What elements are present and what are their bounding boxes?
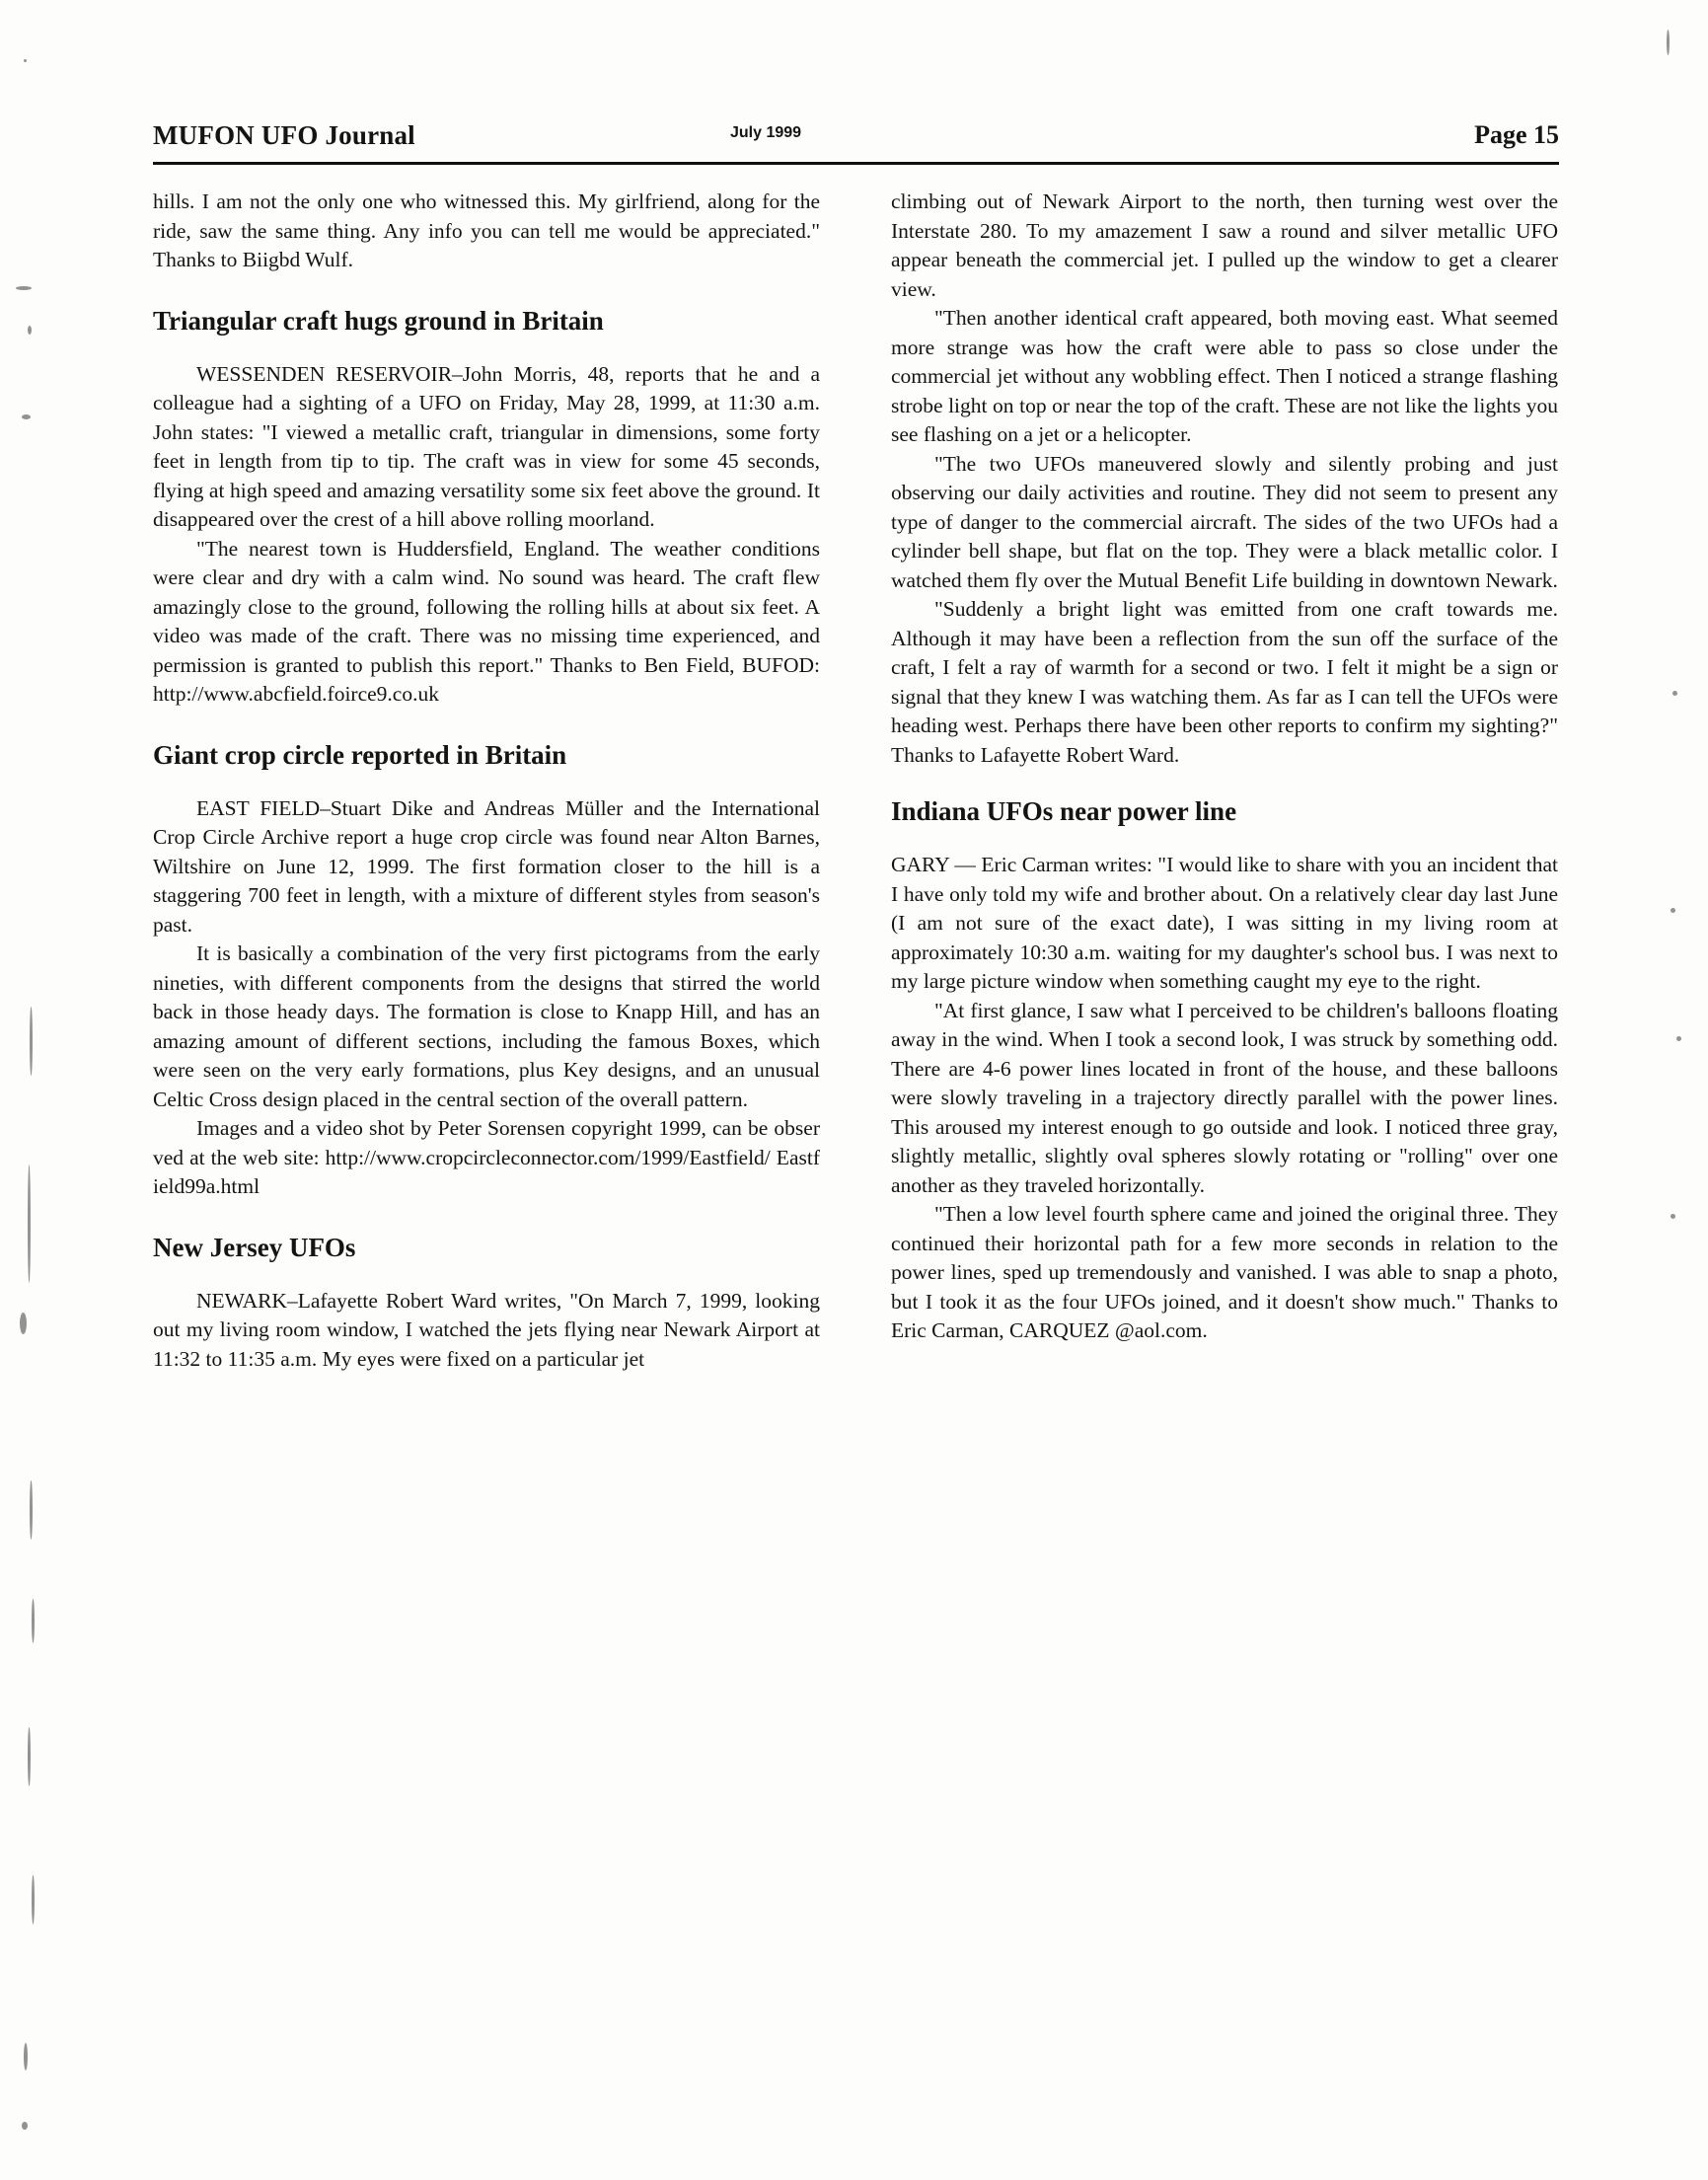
article-heading-indiana-ufos: Indiana UFOs near power line bbox=[891, 796, 1237, 826]
publication-title: MUFON UFO Journal bbox=[153, 120, 415, 150]
paragraph: "At first glance, I saw what I perceived to be children's balloons floating away in the wind. When I took a second look, I was struck by something odd. There are 4-6 power lines located in front of the house, and these balloons were slowly traveling in a trajectory directly parallel with the power lines. This aroused my interest enough to go outside and look. I noticed three gray, slightly metallic, slightly oval spheres slowly rotating or "rolling" over one another as they traveled horizontally. bbox=[891, 998, 1558, 1197]
left-column bbox=[153, 188, 820, 1374]
issue-date: July 1999 bbox=[730, 124, 802, 141]
article-heading-new-jersey-ufos: New Jersey UFOs bbox=[153, 1232, 356, 1262]
scan-artifact-left bbox=[6, 0, 45, 2180]
paragraph: GARY — Eric Carman writes: "I would like to share with you an incident that I have only told my wife and brother about. On a relatively clear day last June (I am not sure of the exact date), I was sitting in my living room at approximately 10:30 a.m. waiting for my daughter's school bus. I was next to my large picture window when something caught my eye to the right. bbox=[891, 853, 1558, 993]
running-head bbox=[153, 118, 1559, 170]
two-column-body bbox=[153, 188, 1559, 1374]
page-number: Page 15 bbox=[1474, 120, 1559, 149]
paragraph: "The nearest town is Huddersfield, England. The weather conditions were clear and dry with a calm wind. No sound was heard. The craft flew amazingly close to the ground, following the rolling hills at about six feet. A video was made of the craft. There was no missing time experienced, and permission is granted to publish this report." Thanks to Ben Field, BUFOD: http://www.abcfield.foirce9.co.uk bbox=[153, 536, 820, 706]
paragraph: Images and a video shot by Peter Sorensen copyright 1999, can be observed at the web site: http://www.cropcircleconnector.com/1999/Eastfield/ Eastfield99a.html bbox=[153, 1116, 820, 1198]
page-content bbox=[153, 118, 1559, 1374]
paragraph: "The two UFOs maneuvered slowly and silently probing and just observing our daily activities and routine. They did not seem to present any type of danger to the commercial aircraft. The sides of the two UFOs had a cylinder bell shape, but flat on the top. They were a black metallic color. I watched them fly over the Mutual Benefit Life building in downtown Newark. bbox=[891, 451, 1558, 592]
paragraph: "Then another identical craft appeared, both moving east. What seemed more strange was how the craft were able to pass so close under the commercial jet without any wobbling effect. Then I noticed a strange flashing strobe light on top or near the top of the craft. These are not like the lights you see flashing on a jet or a helicopter. bbox=[891, 306, 1558, 446]
paragraph: It is basically a combination of the very first pictograms from the early nineties, with different components from the designs that stirred the world back in those heady days. The formation is close to Knapp Hill, and has an amazing amount of different sections, including the famous Boxes, which were seen on the very early formations, plus Key designs, and an unusual Celtic Cross design placed in the central section of the overall pattern. bbox=[153, 941, 820, 1111]
header-rule bbox=[153, 162, 1559, 165]
continued-paragraph: hills. I am not the only one who witnessed this. My girlfriend, along for the ride, saw the same thing. Any info you can tell me would be appreciated." Thanks to Biigbd Wulf. bbox=[153, 189, 820, 271]
article-heading-crop-circle: Giant crop circle reported in Britain bbox=[153, 739, 567, 770]
scan-artifact-right bbox=[1663, 0, 1702, 2180]
article-heading-triangular-craft: Triangular craft hugs ground in Britain bbox=[153, 305, 604, 336]
paragraph: EAST FIELD–Stuart Dike and Andreas Müller and the International Crop Circle Archive report a huge crop circle was found near Alton Barnes, Wiltshire on June 12, 1999. The first formation closer to the hill is a staggering 700 feet in length, with a mixture of different styles from season's past. bbox=[153, 795, 820, 937]
paragraph: "Then a low level fourth sphere came and joined the original three. They continued their horizontal path for a few more seconds in relation to the power lines, sped up tremendously and vanished. I was able to snap a photo, but I took it as the four UFOs joined, and it doesn't show much." Thanks to Eric Carman, CARQUEZ @aol.com. bbox=[891, 1202, 1558, 1342]
continued-paragraph: climbing out of Newark Airport to the north, then turning west over the Interstate 280. To my amazement I saw a round and silver metallic UFO appear beneath the commercial jet. I pulled up the window to get a clearer view. bbox=[891, 189, 1558, 301]
paragraph: "Suddenly a bright light was emitted from one craft towards me. Although it may have been a reflection from the sun off the surface of the craft, I felt a ray of warmth for a second or two. I felt it might be a sign or signal that they knew I was watching them. As far as I can tell the UFOs were heading west. Perhaps there have been other reports to confirm my sighting?" Thanks to Lafayette Robert Ward. bbox=[891, 597, 1558, 767]
paragraph: NEWARK–Lafayette Robert Ward writes, "On March 7, 1999, looking out my living room window, I watched the jets flying near Newark Airport at 11:32 to 11:35 a.m. My eyes were fixed on a particular jet bbox=[153, 1288, 820, 1371]
paragraph: WESSENDEN RESERVOIR–John Morris, 48, reports that he and a colleague had a sighting of a UFO on Friday, May 28, 1999, at 11:30 a.m. John states: "I viewed a metallic craft, triangular in dimensions, some forty feet in length from tip to tip. The craft was in view for some 45 seconds, flying at high speed and amazing versatility some six feet above the ground. It disappeared over the crest of a hill above rolling moorland. bbox=[153, 361, 820, 531]
right-column bbox=[891, 188, 1558, 1374]
